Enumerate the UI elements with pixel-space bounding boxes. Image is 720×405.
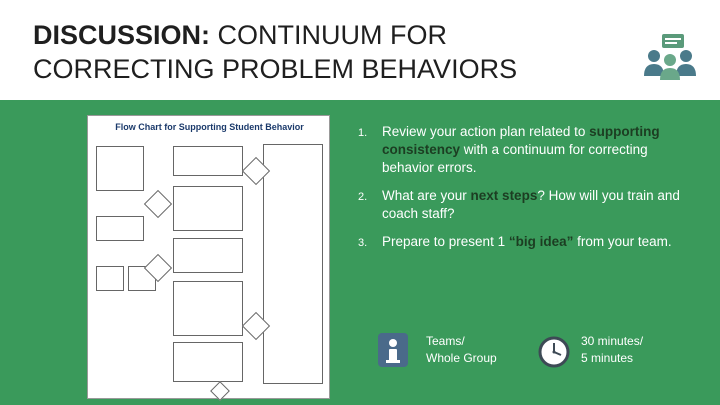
- timer-label: 30 minutes/ 5 minutes: [581, 334, 644, 365]
- list-item-text: What are your next steps? How will you train and coach staff?: [382, 188, 680, 221]
- title-rest: CONTINUUM FOR: [210, 20, 448, 50]
- list-item-text: Review your action plan related to supporting consistency with a continuum for correcting behavior errors.: [382, 124, 660, 175]
- list-item: [358, 233, 672, 251]
- highlight-text: next steps: [470, 188, 538, 203]
- slide-header: [0, 0, 720, 100]
- flowchart-image: [87, 115, 330, 399]
- flowchart-box: [96, 266, 124, 291]
- flowchart-box: [173, 342, 243, 382]
- flowchart-title: Flow Chart for Supporting Student Behavior: [115, 122, 304, 132]
- flowchart-box: [96, 146, 144, 191]
- highlight-text: supporting consistency: [382, 124, 660, 157]
- list-item-text: Prepare to present 1 “big idea” from your team.: [382, 234, 672, 249]
- title-bold: DISCUSSION:: [33, 20, 211, 50]
- list-item: [358, 123, 688, 177]
- list-item: [358, 187, 688, 223]
- highlight-text: “big idea”: [508, 234, 574, 249]
- list-item-number: 2.: [358, 191, 368, 203]
- flowchart-box: [173, 186, 243, 231]
- flowchart-box: [173, 146, 243, 176]
- flowchart-box: [96, 216, 144, 241]
- slide-title: [33, 18, 633, 86]
- flowchart-box: [173, 238, 243, 273]
- flowchart-box: [263, 144, 323, 384]
- clock-icon: [538, 336, 570, 368]
- list-item-number: 3.: [358, 237, 368, 249]
- flowchart-diamond: [144, 190, 172, 218]
- title-line2: CORRECTING PROBLEM BEHAVIORS: [33, 54, 518, 84]
- flowchart-diamond: [210, 381, 230, 401]
- list-item-number: 1.: [358, 127, 368, 139]
- teams-label: Teams/ Whole Group: [426, 334, 497, 365]
- flowchart-box: [173, 281, 243, 336]
- teams-icon: [378, 333, 408, 367]
- discussion-people-icon: [640, 32, 700, 82]
